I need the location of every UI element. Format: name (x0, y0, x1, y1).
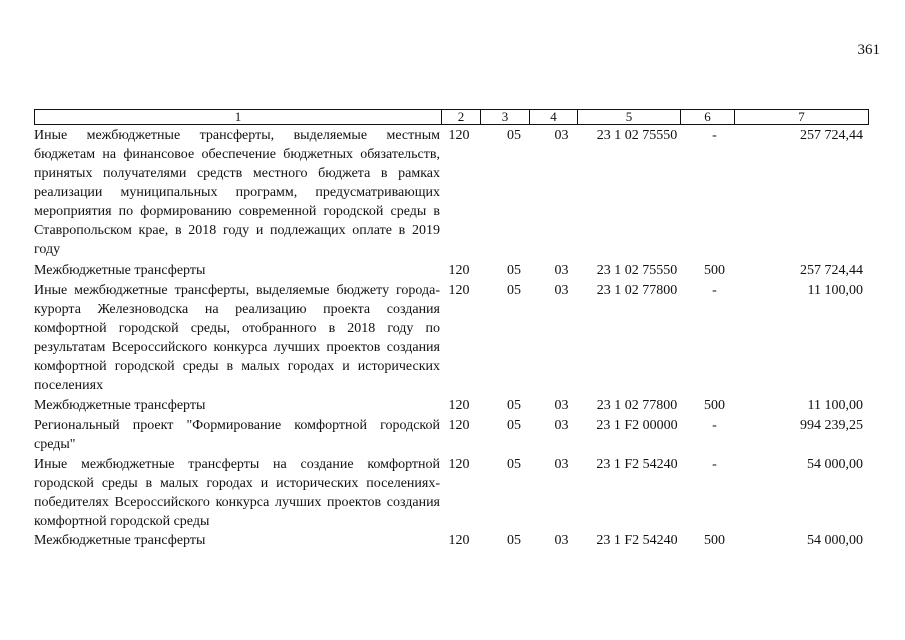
row-col-7: 257 724,44 (800, 263, 863, 278)
row-col-7: 11 100,00 (807, 398, 863, 413)
row-col-3: 05 (507, 418, 521, 433)
row-col-5: 23 1 F2 54240 (596, 533, 678, 548)
row-description: Иные межбюджетные трансферты, выделяемые бюджету города-курорта Железноводска на реализацию проекта создания комфортной городской среды, отобранного в 2018 году по результатам Всероссийского конкурса лучших проектов создания комфортной городской среды в малых городах и исторических поселениях (34, 283, 440, 393)
page-number: 361 (857, 42, 880, 58)
column-header-3: 3 (481, 110, 530, 125)
row-col-4: 03 (554, 128, 569, 143)
column-header-row (35, 110, 869, 125)
row-col-6: - (712, 418, 717, 433)
row-col-4: 03 (554, 263, 569, 278)
row-col-5: 23 1 F2 00000 (596, 418, 678, 433)
row-col-2: 120 (448, 283, 470, 298)
column-header-6: 6 (681, 110, 735, 125)
row-description: Иные межбюджетные трансферты, выделяемые местным бюджетам на финансовое обеспечение бюджетных обязательств, принятых получателями средств местного бюджета в рамках реализации муниципальных программ, предусматривающих мероприятия по формированию современной городской среды в Ставропольском крае, в 2018 году и подлежащих оплате в 2019 году (34, 128, 440, 257)
column-header-table (34, 109, 869, 125)
row-col-3: 05 (507, 533, 521, 548)
row-col-2: 120 (448, 263, 470, 278)
row-description: Иные межбюджетные трансферты на создание комфортной городской среды в малых городах и исторических поселениях-победителях Всероссийского конкурса лучших проектов создания комфортной городской среды (34, 457, 440, 529)
row-col-6: 500 (704, 398, 725, 413)
row-col-5: 23 1 02 75550 (596, 263, 678, 278)
row-col-7: 54 000,00 (807, 457, 863, 472)
column-header-7: 7 (735, 110, 869, 125)
row-col-3: 05 (507, 398, 521, 413)
row-col-2: 120 (448, 398, 470, 413)
row-col-2: 120 (448, 418, 470, 433)
row-col-2: 120 (448, 128, 470, 143)
row-col-6: - (712, 457, 717, 472)
row-col-6: 500 (704, 533, 725, 548)
row-col-2: 120 (448, 457, 470, 472)
row-col-7: 994 239,25 (800, 418, 863, 433)
row-col-5: 23 1 02 75550 (596, 128, 678, 143)
row-col-5: 23 1 02 77800 (596, 283, 678, 298)
row-col-7: 257 724,44 (800, 128, 863, 143)
row-col-2: 120 (448, 533, 470, 548)
column-header-2: 2 (442, 110, 481, 125)
row-description: Межбюджетные трансферты (34, 398, 206, 413)
row-col-4: 03 (554, 398, 569, 413)
row-col-3: 05 (507, 263, 521, 278)
row-col-4: 03 (554, 533, 569, 548)
row-col-3: 05 (507, 457, 521, 472)
row-col-6: 500 (704, 263, 725, 278)
row-col-4: 03 (554, 283, 569, 298)
row-col-7: 54 000,00 (807, 533, 863, 548)
column-header-1: 1 (35, 110, 442, 125)
row-col-3: 05 (507, 283, 521, 298)
row-col-5: 23 1 02 77800 (596, 398, 678, 413)
row-col-6: - (712, 283, 717, 298)
row-description: Региональный проект "Формирование комфортной городской среды" (34, 418, 440, 452)
row-description: Межбюджетные трансферты (34, 263, 206, 278)
row-col-3: 05 (507, 128, 521, 143)
column-header-5: 5 (578, 110, 681, 125)
row-col-4: 03 (554, 457, 569, 472)
column-header-4: 4 (530, 110, 578, 125)
row-col-5: 23 1 F2 54240 (596, 457, 678, 472)
row-col-7: 11 100,00 (807, 283, 863, 298)
row-col-4: 03 (554, 418, 569, 433)
row-description: Межбюджетные трансферты (34, 533, 206, 548)
row-col-6: - (712, 128, 717, 143)
